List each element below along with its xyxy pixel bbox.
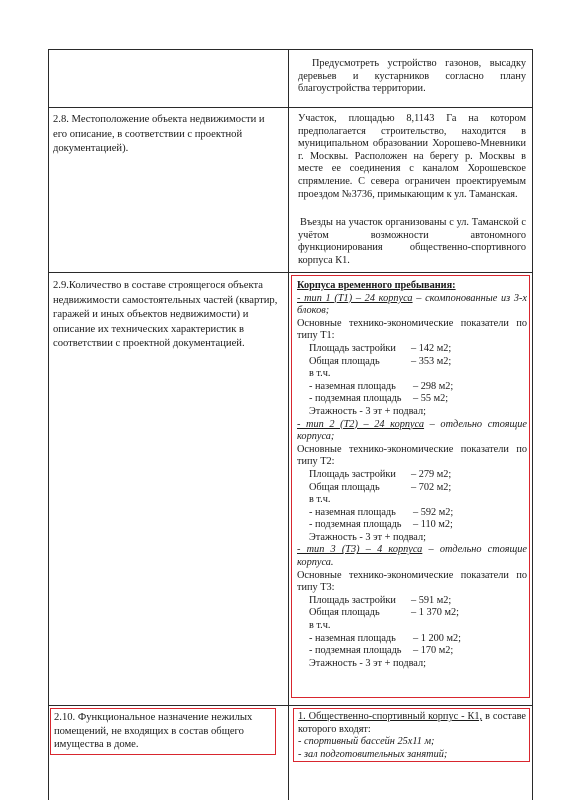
pool-item: - спортивный бассейн 25х11 м; (298, 736, 435, 748)
type-2-below-area (297, 519, 527, 532)
type-1-indicators: Основные технико-экономические показатели по типу Т1: (297, 317, 527, 342)
type-3-total-area (297, 607, 527, 620)
below-area-value: – 110 м2; (413, 519, 453, 531)
table-rule-top (48, 49, 533, 50)
type-1-desc: – скомпонованные из 3-х блоков; (297, 292, 527, 317)
table-rule-row4 (48, 705, 533, 706)
type-2-incl: в т.ч. (309, 494, 331, 506)
type-3-build-area (297, 595, 527, 608)
below-area-value: – 55 м2; (413, 393, 449, 405)
above-area-value: – 1 200 м2; (413, 632, 461, 644)
above-area-value: – 592 м2; (413, 506, 454, 518)
type-1-below-area (297, 393, 527, 406)
type-1-build-area (297, 343, 527, 356)
build-area-label: Площадь застройки (309, 342, 396, 354)
total-area-label: Общая площадь (309, 355, 380, 367)
sports-building-section (298, 711, 526, 761)
table-rule-row3 (48, 272, 533, 273)
row-2-8-entrances-text: Въезды на участок организованы с ул. Таманской с учётом возможности автономного функционирования общественно-спортивного корпуса К1. (298, 217, 526, 266)
type-3-above-area (297, 633, 527, 646)
build-area-value: – 591 м2; (411, 594, 452, 606)
type-2-indicators: Основные технико-экономические показатели по типу Т2: (297, 443, 527, 468)
type-1-above-area (297, 381, 527, 394)
total-area-label: Общая площадь (309, 481, 380, 493)
row-2-8-label: 2.8. Местоположение объекта недвижимости и его описание, в соответствии с проектной документацией). (53, 114, 265, 155)
sports-building-line (298, 711, 526, 736)
prep-hall-item: - зал подготовительных занятий; (298, 748, 448, 760)
type-2-line (297, 419, 527, 444)
below-area-value: – 170 м2; (413, 645, 454, 657)
type-1-incl: в т.ч. (309, 368, 331, 380)
type-3-desc: – отдельно стоящие корпуса. (297, 544, 527, 569)
section-heading: Корпуса временного пребывания: (297, 280, 456, 291)
type-2-desc: – отдельно стоящие корпуса; (297, 418, 527, 443)
above-area-value: – 298 м2; (413, 380, 454, 392)
row-2-10-label: 2.10. Функциональное назначение нежилых помещений, не входящих в состав общего имущества в доме. (54, 712, 253, 751)
type-3-below-area (297, 645, 527, 658)
landscaping-text: Предусмотреть устройство газонов, высадку деревьев и кустарников согласно плану благоустройства территории. (298, 58, 526, 95)
table-border-right (532, 49, 533, 800)
row-2-8-location-text: Участок, площадью 8,1143 Га на котором предполагается строительство, находится в муниципальном образовании Хорошево-Мневники г. Москвы. Расположен на берегу р. Москвы в месте ее соединения с каналом Хорошевское спрямление. С севера ограничен проектируемым проездом №3736, примыкающим к ул. Таманская. (298, 113, 526, 200)
build-area-label: Площадь застройки (309, 594, 396, 606)
total-area-value: – 702 м2; (411, 481, 452, 493)
below-area-label: - подземная площадь (309, 393, 402, 405)
temporary-buildings-section (297, 280, 527, 670)
build-area-value: – 279 м2; (411, 468, 452, 480)
type-3-indicators: Основные технико-экономические показатели по типу Т3: (297, 569, 527, 594)
type-2-label: - тип 2 (Т2) – 24 корпуса (297, 418, 425, 430)
above-area-label: - наземная площадь (309, 506, 396, 518)
build-area-label: Площадь застройки (309, 468, 396, 480)
sports-building-title: 1. Общественно-спортивный корпус - К1, (298, 711, 483, 722)
type-3-floors: Этажность - 3 эт + подвал; (309, 657, 426, 669)
type-3-label: - тип 3 (Т3) – 4 корпуса (297, 544, 423, 556)
total-area-value: – 353 м2; (411, 355, 452, 367)
type-2-floors: Этажность - 3 эт + подвал; (309, 531, 426, 543)
total-area-label: Общая площадь (309, 607, 380, 619)
type-1-label: - тип 1 (Т1) – 24 корпуса (297, 292, 413, 304)
sports-building-tail: в составе которого входят: (298, 711, 526, 735)
type-2-above-area (297, 507, 527, 520)
above-area-label: - наземная площадь (309, 632, 396, 644)
type-1-floors: Этажность - 3 эт + подвал; (309, 405, 426, 417)
type-1-total-area (297, 356, 527, 369)
table-rule-row2 (48, 107, 533, 108)
type-3-incl: в т.ч. (309, 620, 331, 632)
above-area-label: - наземная площадь (309, 380, 396, 392)
table-border-middle (288, 49, 289, 800)
type-2-total-area (297, 482, 527, 495)
row-2-9-label: 2.9.Количество в составе строящегося объекта недвижимости самостоятельных частей (квартир, гаражей и иных объектов недвижимости) и описание их технических характеристик в соответствии с проектной документацией. (53, 280, 278, 350)
table-border-left (48, 49, 49, 800)
total-area-value: – 1 370 м2; (411, 607, 459, 619)
build-area-value: – 142 м2; (411, 342, 452, 354)
below-area-label: - подземная площадь (309, 519, 402, 531)
below-area-label: - подземная площадь (309, 645, 402, 657)
type-3-line (297, 544, 527, 569)
type-1-line (297, 293, 527, 318)
type-2-build-area (297, 469, 527, 482)
